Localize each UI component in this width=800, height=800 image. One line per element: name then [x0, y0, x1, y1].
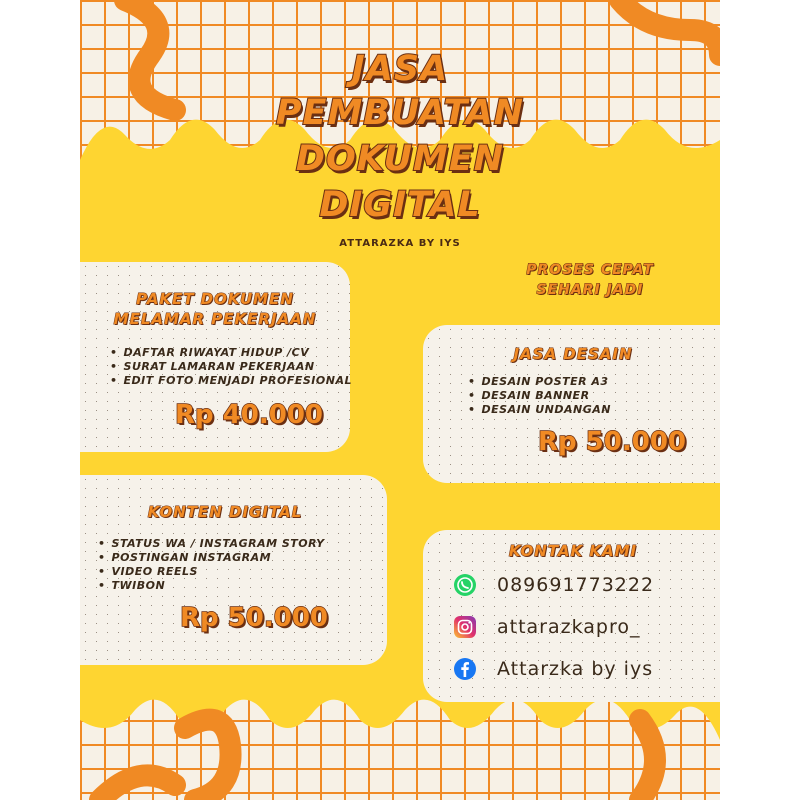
- desain-item: • DESAIN BANNER: [468, 389, 611, 403]
- poster: [80, 0, 720, 800]
- konten-item: • POSTINGAN INSTAGRAM: [98, 551, 325, 565]
- konten-item: • STATUS WA / INSTAGRAM STORY: [98, 537, 325, 551]
- paket-heading-line-2: MELAMAR PEKERJAAN: [113, 310, 317, 328]
- squiggle-bottom-right: [640, 720, 655, 800]
- konten-item-list: [98, 537, 325, 593]
- card-paket-dokumen: [80, 262, 350, 452]
- squiggle-bottom-left: [100, 775, 175, 800]
- desain-item: • DESAIN UNDANGAN: [468, 403, 611, 417]
- facebook-name: Attarzka by iys: [497, 658, 654, 680]
- title-line-1: JASA: [351, 49, 449, 89]
- title-line-4: DIGITAL: [319, 185, 481, 225]
- title-line-2: PEMBUATAN: [275, 93, 525, 133]
- kontak-heading: KONTAK KAMI: [508, 542, 638, 560]
- promo-line-2: SEHARI JADI: [536, 282, 644, 298]
- konten-price: Rp 50.000: [180, 603, 329, 633]
- paket-item: • EDIT FOTO MENJADI PROFESIONAL: [110, 374, 352, 388]
- title-line-3: DOKUMEN: [295, 139, 505, 179]
- desain-heading: JASA DESAIN: [513, 345, 633, 363]
- contact-row-whatsapp[interactable]: [453, 570, 654, 600]
- paket-item-list: [110, 346, 352, 388]
- desain-item: • DESAIN POSTER A3: [468, 375, 611, 389]
- brand-tagline: ATTARAZKA BY IYS: [339, 238, 461, 249]
- facebook-icon: [453, 657, 477, 681]
- squiggle-top-left: [125, 0, 175, 110]
- konten-heading: KONTEN DIGITAL: [147, 503, 303, 521]
- konten-item: • TWIBON: [98, 579, 325, 593]
- paket-item: • SURAT LAMARAN PEKERJAAN: [110, 360, 352, 374]
- desain-price: Rp 50.000: [538, 427, 687, 457]
- paket-item: • DAFTAR RIWAYAT HIDUP /CV: [110, 346, 352, 360]
- card-kontak-kami: [423, 530, 720, 702]
- card-jasa-desain: [423, 325, 720, 483]
- squiggle-top-right: [620, 0, 720, 55]
- instagram-handle: attarazkapro_: [497, 616, 641, 638]
- paket-price: Rp 40.000: [175, 400, 324, 430]
- whatsapp-number: 089691773222: [497, 574, 655, 596]
- promo-line-1: PROSES CEPAT: [526, 262, 654, 278]
- card-konten-digital: [80, 475, 387, 665]
- whatsapp-icon: [453, 573, 477, 597]
- contact-row-facebook[interactable]: [453, 654, 653, 684]
- instagram-icon: [453, 615, 477, 639]
- squiggle-bottom-center: [185, 720, 231, 800]
- konten-item: • VIDEO REELS: [98, 565, 325, 579]
- paket-heading-line-1: PAKET DOKUMEN: [136, 290, 294, 308]
- desain-item-list: [468, 375, 611, 417]
- contact-row-instagram[interactable]: [453, 612, 641, 642]
